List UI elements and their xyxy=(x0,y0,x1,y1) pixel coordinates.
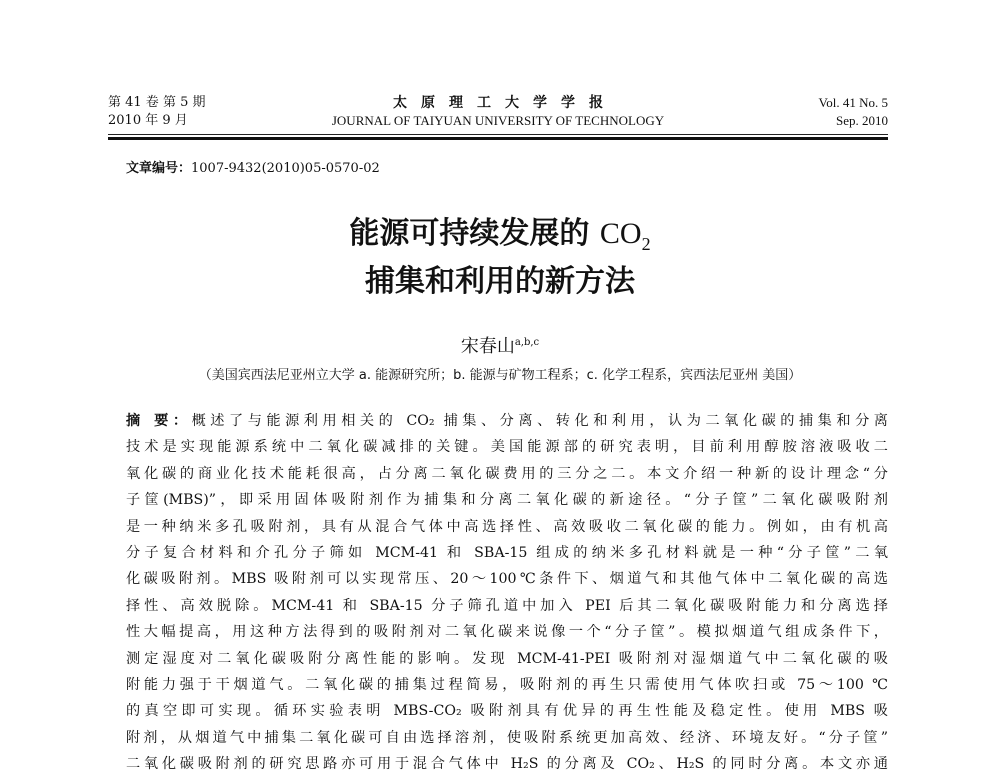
abstract-line: 分子复合材料和介孔分子筛如 MCM-41 和 SBA-15 组成的纳米多孔材料就是一种“分子筐”二氧 xyxy=(126,544,888,561)
title-line1-text: 能源可持续发展的 xyxy=(349,216,590,251)
header-rule-thin xyxy=(108,134,888,135)
abstract-line: 性大幅提高，用这种方法得到的吸附剂对二氧化碳来说像一个“分子筐”。模拟烟道气组成条件下， xyxy=(126,624,888,641)
abstract-label: 摘 要： xyxy=(126,413,192,429)
abstract-line: 测定湿度对二氧化碳吸附分离性能的影响。发现 MCM-41-PEI 吸附剂对湿烟道气中二氧化碳的吸 xyxy=(126,650,888,667)
abstract-line: 子筐(MBS)”，即采用固体吸附剂作为捕集和分离二氧化碳的新途径。“分子筐”二氧化碳吸附剂 xyxy=(126,492,888,509)
abstract-line: 择性、高效脱除。MCM-41 和 SBA-15 分子筛孔道中加入 PEI 后其二氧化碳吸附能力和分离选择 xyxy=(126,597,888,614)
paper-title-line2: 捕集和利用的新方法 xyxy=(365,264,635,299)
title-co2 xyxy=(599,217,651,254)
abstract-line: 氧化碳的商业化技术能耗很高，占分离二氧化碳费用的三分之二。本文介绍一种新的设计理念“分 xyxy=(126,465,888,482)
article-number-label: 文章编号： xyxy=(126,161,192,176)
header-rule-thick xyxy=(108,137,888,140)
author-affil-marks: a,b,c xyxy=(514,337,540,348)
title-co2-main: CO xyxy=(599,217,642,250)
abstract xyxy=(126,408,888,777)
header-right xyxy=(819,94,888,130)
affiliation: （美国宾西法尼亚州立大学 a. 能源研究所；b. 能源与矿物工程系；c. 化学工程系，宾西法尼亚州 美国） xyxy=(198,368,802,383)
abstract-line: 化碳吸附剂。MBS 吸附剂可以实现常压、20～100℃条件下、烟道气和其他气体中二氧化碳的高选 xyxy=(126,571,888,588)
abstract-line: 二氧化碳吸附剂的研究思路亦可用于混合气体中 H₂S 的分离及 CO₂、H₂S 的同时分离。本文亦通 xyxy=(126,756,888,773)
journal-name-en: JOURNAL OF TAIYUAN UNIVERSITY OF TECHNOLOGY xyxy=(331,113,665,128)
author xyxy=(0,332,1000,358)
author-name: 宋春山 xyxy=(460,336,515,357)
abstract-line: 技术是实现能源系统中二氧化碳减排的关键。美国能源部的研究表明，目前利用醇胺溶液吸收二 xyxy=(126,439,888,456)
abstract-line xyxy=(126,408,888,434)
paper-title-line1 xyxy=(0,208,1000,255)
header-center xyxy=(108,94,888,130)
journal-header xyxy=(108,94,888,132)
abstract-line: 的真空即可实现。循环实验表明 MBS-CO₂ 吸附剂具有优异的再生性能及稳定性。使用 MBS 吸 xyxy=(126,703,888,720)
abstract-line: 附能力强于干烟道气。二氧化碳的捕集过程简易，吸附剂的再生只需使用气体吹扫或 75～100 ℃ xyxy=(126,676,888,693)
article-number-value: 1007-9432(2010)05-0570-02 xyxy=(191,161,380,176)
article-number xyxy=(126,157,380,176)
title-co2-sub: 2 xyxy=(641,234,651,254)
journal-name-cn: 太原理工大学学报 xyxy=(393,95,617,111)
date-cn: 2010 年 9 月 xyxy=(108,113,188,128)
volume-issue-cn: 第 41 卷 第 5 期 xyxy=(108,95,206,110)
abstract-line: 是一种纳米多孔吸附剂，具有从混合气体中高选择性、高效吸收二氧化碳的能力。例如，由有机高 xyxy=(126,518,888,535)
date-en: Sep. 2010 xyxy=(836,113,888,128)
abstract-line: 附剂，从烟道气中捕集二氧化碳可自由选择溶剂，使吸附系统更加高效、经济、环境友好。“分子筐” xyxy=(126,729,888,746)
volume-issue-en: Vol. 41 No. 5 xyxy=(818,95,888,110)
abstract-line-text: 概述了与能源利用相关的 CO₂ 捕集、分离、转化和利用，认为二氧化碳的捕集和分离 xyxy=(191,413,888,429)
